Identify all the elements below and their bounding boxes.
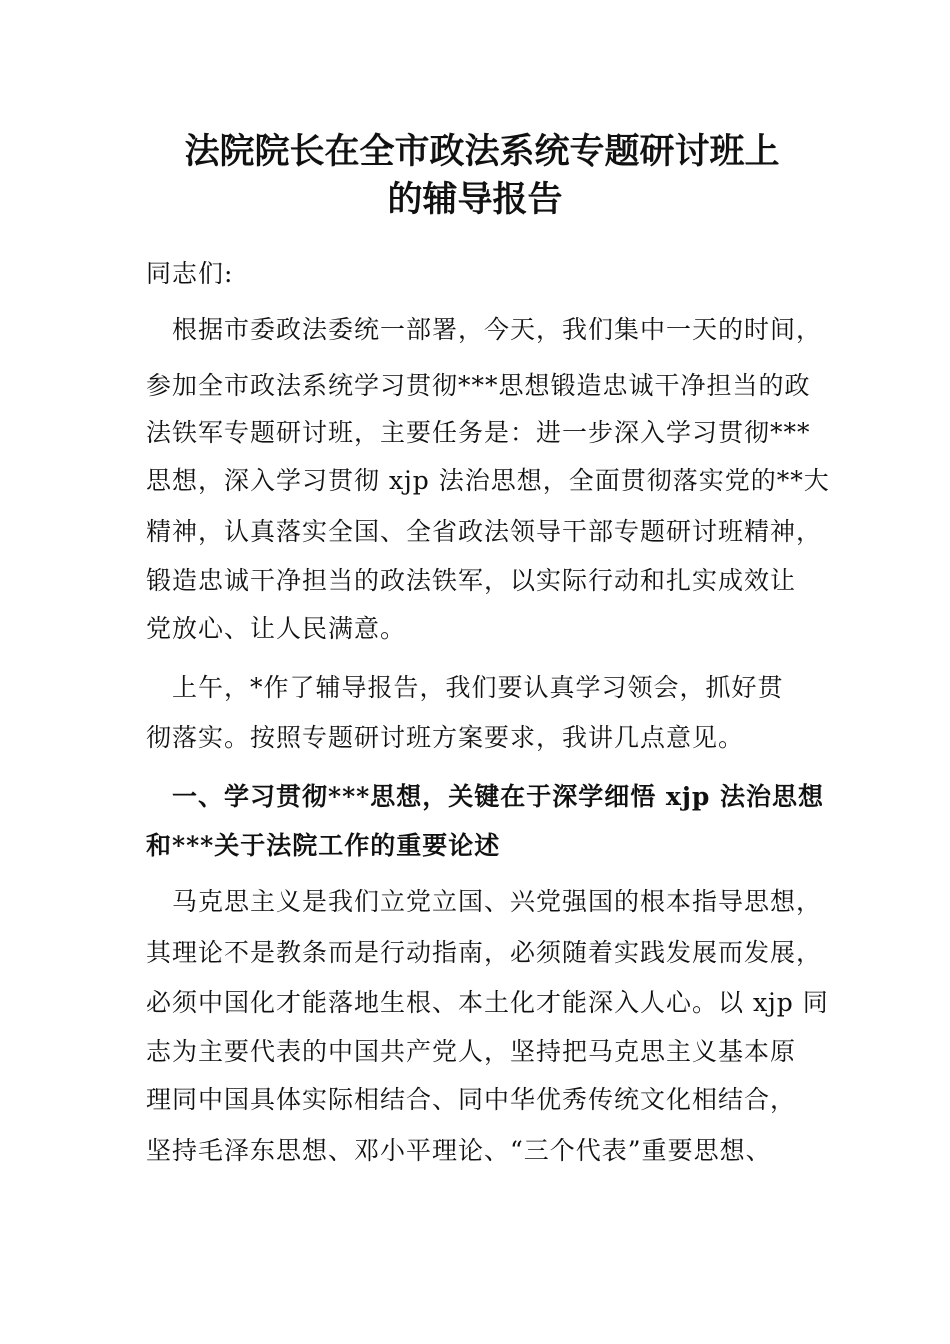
- paragraph-1-line-2: 参加全市政法系统学习贯彻***思想锻造忠诚干净担当的政: [146, 371, 811, 400]
- paragraph-3-line-4: 志为主要代表的中国共产党人，坚持把马克思主义基本原: [146, 1037, 797, 1066]
- salutation: 同志们:: [146, 259, 234, 288]
- paragraph-2-line-1: 上午，*作了辅导报告，我们要认真学习领会，抓好贯: [146, 673, 784, 702]
- paragraph-1-line-4: 思想，深入学习贯彻 xjp 法治思想，全面贯彻落实党的**大: [146, 466, 830, 495]
- paragraph-3-line-2: 其理论不是教条而是行动指南，必须随着实践发展而发展，: [146, 938, 823, 967]
- paragraph-3-line-5: 理同中国具体实际相结合、同中华优秀传统文化相结合，: [146, 1085, 797, 1114]
- paragraph-1-line-7: 党放心、让人民满意。: [146, 614, 407, 643]
- paragraph-3-line-6: 坚持毛泽东思想、邓小平理论、“三个代表”重要思想、: [146, 1136, 772, 1165]
- paragraph-3-line-3: 必须中国化才能落地生根、本土化才能深入人心。以 xjp 同: [146, 988, 829, 1017]
- document-title-line-2: 的辅导报告: [387, 179, 563, 220]
- paragraph-1-line-6: 锻造忠诚干净担当的政法铁军，以实际行动和扎实成效让: [146, 566, 797, 595]
- paragraph-3-line-1: 马克思主义是我们立党立国、兴党强国的根本指导思想，: [146, 887, 823, 916]
- paragraph-1-line-3: 法铁军专题研讨班，主要任务是：进一步深入学习贯彻***: [146, 418, 811, 447]
- paragraph-2-line-2: 彻落实。按照专题研讨班方案要求，我讲几点意见。: [146, 723, 745, 752]
- section-heading-line-1: 一、学习贯彻***思想，关键在于深学细悟 xjp 法治思想: [146, 782, 825, 811]
- paragraph-1-line-5: 精神，认真落实全国、全省政法领导干部专题研讨班精神，: [146, 517, 823, 546]
- section-heading-line-2: 和***关于法院工作的重要论述: [146, 831, 501, 860]
- document-title-line-1: 法院院长在全市政法系统专题研讨班上: [184, 131, 780, 172]
- paragraph-1-line-1: 根据市委政法委统一部署，今天，我们集中一天的时间，: [146, 315, 823, 344]
